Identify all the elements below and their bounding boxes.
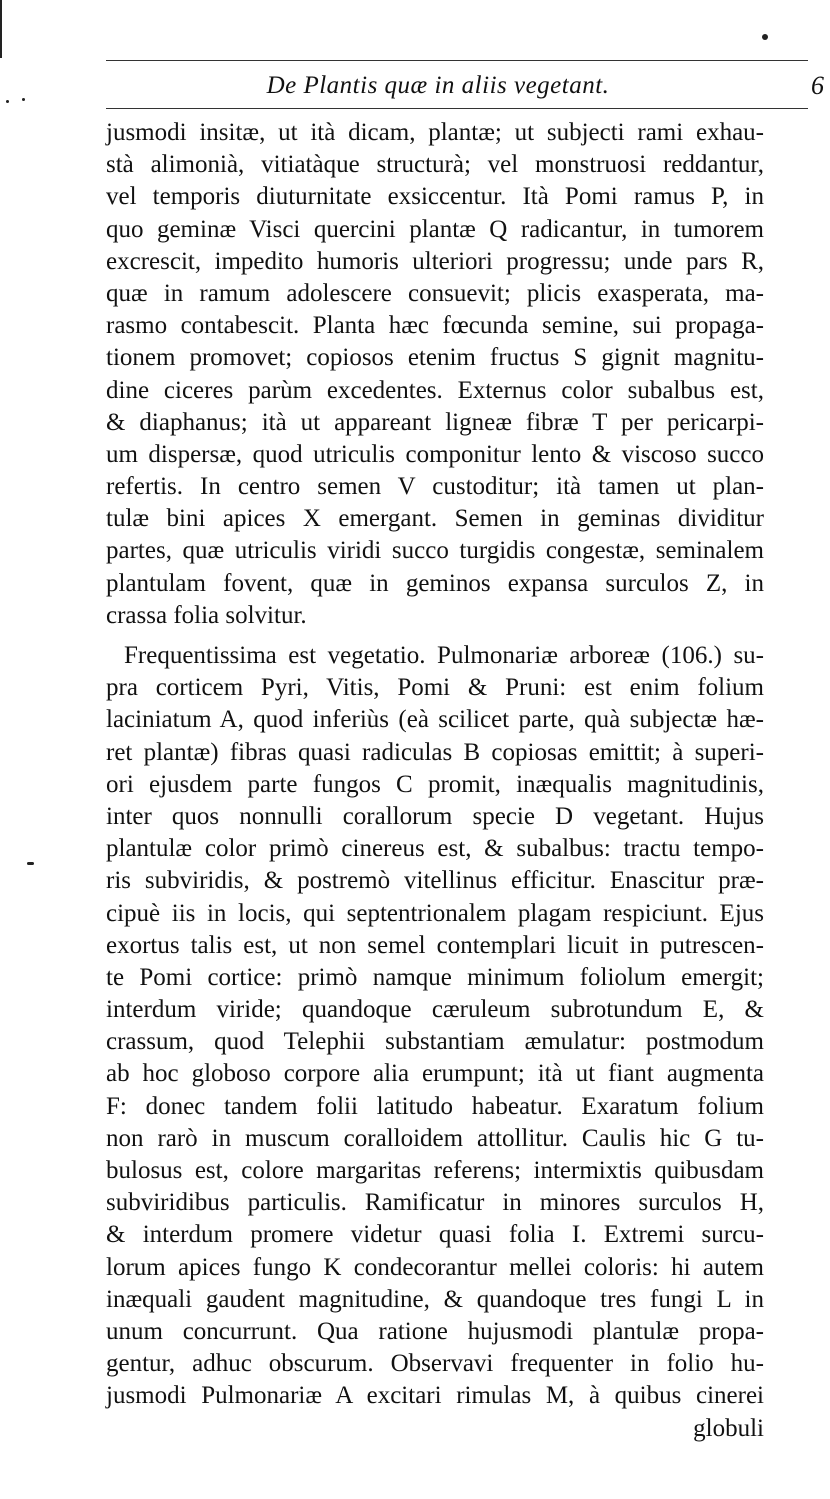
text-line: inter quos nonnulli corallorum specie D vegetant. Hujus (106, 802, 764, 830)
catchword: globuli (693, 1414, 764, 1442)
text-line: jusmodi Pulmonariæ A excitari rimulas M, à quibus cinerei (106, 1382, 764, 1410)
text-line: unum concurrunt. Qua ratione hujusmodi plantulæ propa- (106, 1317, 764, 1345)
text-line: tionem promovet; copiosos etenim fructus S gignit magnitu- (106, 344, 764, 372)
text-line: um dispersæ, quod utriculis componitur lento & viscoso succo (106, 440, 764, 468)
page-header (106, 68, 830, 104)
paragraph (106, 640, 764, 1413)
text-line: ori ejusdem parte fungos C promit, inæqualis magnitudinis, (106, 770, 764, 798)
scan-speck (6, 100, 9, 103)
text-line: te Pomi cortice: primò namque minimum foliolum emergit; (106, 963, 764, 991)
text-line: ris subviridis, & postremò vitellinus efficitur. Enascitur præ- (106, 867, 764, 895)
header-rule (106, 108, 808, 109)
text-line: refertis. In centro semen V custoditur; ità tamen ut plan- (106, 473, 764, 501)
text-line: crassa folia solvitur. (106, 601, 307, 629)
text-line: plantulam fovent, quæ in geminos expansa surculos Z, in (106, 569, 764, 597)
text-line: bulosus est, colore margaritas referens; intermixtis quibusdam (106, 1157, 764, 1184)
text-line: quæ in ramum adolescere consuevit; plicis exasperata, ma- (106, 279, 764, 307)
text-line: plantulæ color primò cinereus est, & subalbus: tractu tempo- (106, 835, 764, 863)
text-line: inæquali gaudent magnitudine, & quandoque tres fungi L in (106, 1285, 764, 1313)
text-line: gentur, adhuc obscurum. Observavi frequenter in folio hu- (106, 1350, 764, 1378)
text-line: stà alimonià, vitiatàque structurà; vel monstruosi reddantur, (106, 151, 764, 179)
body-text (106, 117, 764, 1445)
text-line: dine ciceres parùm excedentes. Externus color subalbus est, (106, 376, 764, 404)
text-line: crassum, quod Telephii substantiam æmulatur: postmodum (106, 1028, 764, 1056)
text-line: rasmo contabescit. Planta hæc fœcunda semine, sui propaga- (106, 312, 764, 340)
text-line: Frequentissima est vegetatio. Pulmonariæ arboreæ (106.) su- (124, 642, 764, 669)
text-line: pra corticem Pyri, Vitis, Pomi & Pruni: est enim folium (106, 674, 764, 702)
text-line: vel temporis diuturnitate exsiccentur. Ità Pomi ramus P, in (106, 183, 764, 211)
text-line: excrescit, impedito humoris ulteriori progressu; unde pars R, (106, 247, 764, 275)
scan-speck (22, 98, 25, 101)
text-line: & diaphanus; ità ut appareant ligneæ fibræ T per pericarpi- (106, 408, 764, 436)
text-line: cipuè iis in locis, qui septentrionalem plagam respiciunt. Ejus (106, 899, 764, 927)
text-line: partes, quæ utriculis viridi succo turgidis congestæ, seminalem (106, 537, 764, 565)
text-line: tulæ bini apices X emergant. Semen in geminas dividitur (106, 505, 764, 533)
scan-speck (27, 862, 34, 865)
page-number: 6 (811, 71, 824, 100)
text-line: laciniatum A, quod inferiùs (eà scilicet parte, quà subjectæ hæ- (106, 706, 764, 734)
top-rule (106, 60, 808, 61)
running-title: De Plantis quæ in aliis vegetant. (266, 72, 610, 99)
paragraph-gap (106, 632, 764, 640)
left-edge-line (0, 0, 2, 58)
text-line: subviridibus particulis. Ramificatur in minores surculos H, (106, 1189, 764, 1217)
text-line: & interdum promere videtur quasi folia I. Extremi surcu- (106, 1221, 764, 1249)
text-line: exortus talis est, ut non semel contemplari licuit in putrescen- (106, 931, 764, 959)
paragraph (106, 117, 764, 632)
text-line: interdum viride; quandoque cæruleum subrotundum E, & (106, 996, 764, 1024)
text-line: jusmodi insitæ, ut ità dicam, plantæ; ut subjecti rami exhau- (106, 119, 764, 146)
text-line: lorum apices fungo K condecorantur mellei coloris: hi autem (106, 1253, 764, 1281)
text-line: quo geminæ Visci quercini plantæ Q radicantur, in tumorem (106, 215, 764, 243)
scan-speck (762, 34, 768, 40)
text-line: F: donec tandem folii latitudo habeatur. Exaratum folium (106, 1092, 764, 1120)
text-line: ret plantæ) fibras quasi radiculas B copiosas emittit; à superi- (106, 738, 764, 766)
text-line: non rarò in muscum coralloidem attollitur. Caulis hic G tu- (106, 1124, 764, 1152)
text-line: ab hoc globoso corpore alia erumpunt; ità ut fiant augmenta (106, 1060, 764, 1088)
